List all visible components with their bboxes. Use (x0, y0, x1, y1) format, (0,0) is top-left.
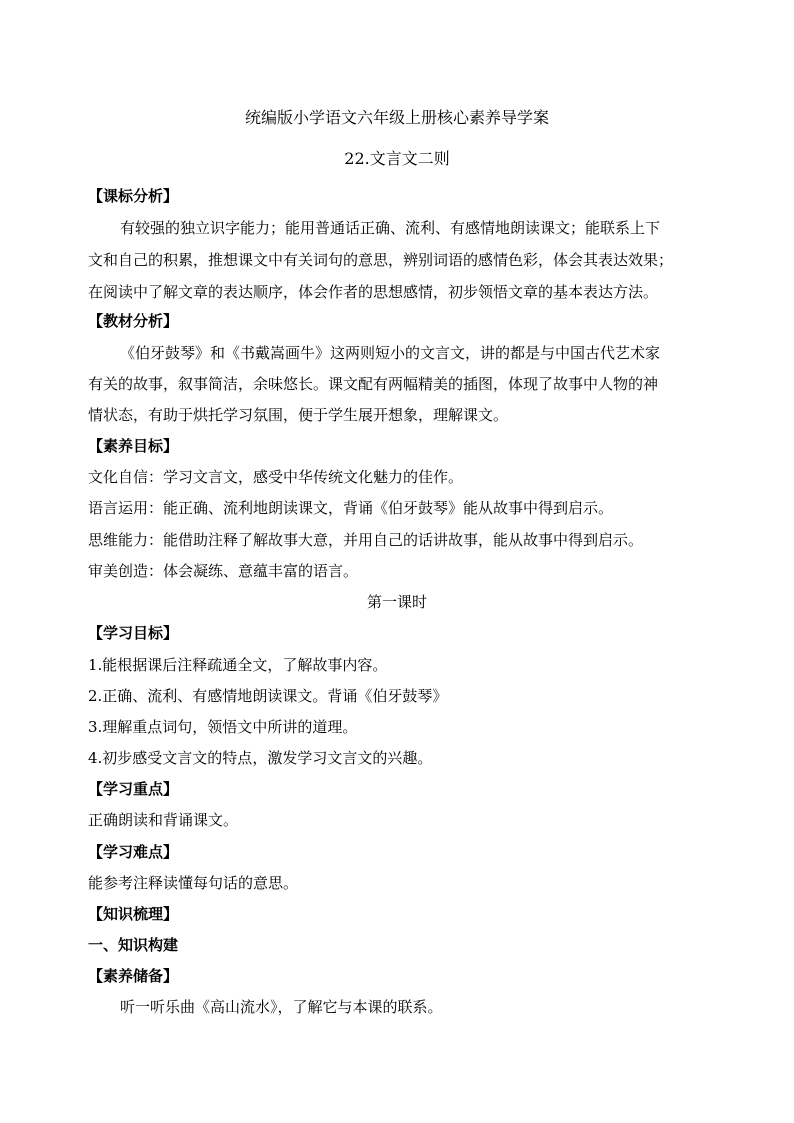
textbook-line: 情状态，有助于烘托学习氛围，便于学生展开想象，理解课文。 (88, 406, 509, 424)
document-title: 统编版小学语文六年级上册核心素养导学案 (244, 108, 549, 127)
literacy-goal-line: 语言运用：能正确、流利地朗读课文，背诵《伯牙鼓琴》能从故事中得到启示。 (88, 499, 614, 517)
learning-goals-heading: 【学习目标】 (88, 624, 179, 642)
curriculum-heading: 【课标分析】 (88, 187, 179, 205)
difficulties-heading: 【学习难点】 (88, 843, 179, 861)
textbook-heading: 【教材分析】 (88, 312, 179, 330)
literacy-goal-line: 审美创造：体会凝练、意蕴丰富的语言。 (88, 562, 359, 580)
knowledge-heading: 【知识梳理】 (88, 905, 179, 923)
key-points-heading: 【学习重点】 (88, 780, 179, 798)
lesson-subtitle: 22.文言文二则 (344, 149, 450, 168)
curriculum-line: 文和自己的积累，推想课文中有关词句的意思，辨别词语的感情色彩，体会其表达效果； (88, 251, 674, 269)
learning-goal-line: 3.理解重点词句，领悟文中所讲的道理。 (88, 718, 358, 736)
curriculum-line: 在阅读中了解文章的表达顺序，体会作者的思想感情，初步领悟文章的基本表达方法。 (88, 283, 659, 301)
learning-goal-line: 4.初步感受文言文的特点，激发学习文言文的兴趣。 (88, 749, 433, 767)
curriculum-line: 有较强的独立识字能力；能用普通话正确、流利、有感情地朗读课文；能联系上下 (120, 219, 661, 237)
preparation-line: 听一听乐曲《高山流水》，了解它与本课的联系。 (120, 998, 443, 1016)
key-points-line: 正确朗读和背诵课文。 (88, 811, 239, 829)
learning-goal-line: 2.正确、流利、有感情地朗读课文。背诵《伯牙鼓琴》 (88, 687, 448, 705)
textbook-line: 有关的故事，叙事简洁，余味悠长。课文配有两幅精美的插图，体现了故事中人物的神 (88, 375, 659, 393)
textbook-line: 《伯牙鼓琴》和《书戴嵩画牛》这两则短小的文言文，讲的都是与中国古代艺术家 (120, 344, 661, 362)
literacy-goal-line: 文化自信：学习文言文，感受中华传统文化魅力的佳作。 (88, 468, 464, 486)
difficulties-line: 能参考注释读懂每句话的意思。 (88, 874, 299, 892)
knowledge-subheading: 一、知识构建 (88, 936, 179, 954)
preparation-heading: 【素养储备】 (88, 967, 179, 985)
literacy-goal-line: 思维能力：能借助注释了解故事大意，并用自己的话讲故事，能从故事中得到启示。 (88, 531, 644, 549)
literacy-goals-heading: 【素养目标】 (88, 437, 179, 455)
learning-goal-line: 1.能根据课后注释疏通全文，了解故事内容。 (88, 656, 388, 674)
lesson-period-title: 第一课时 (366, 593, 427, 611)
